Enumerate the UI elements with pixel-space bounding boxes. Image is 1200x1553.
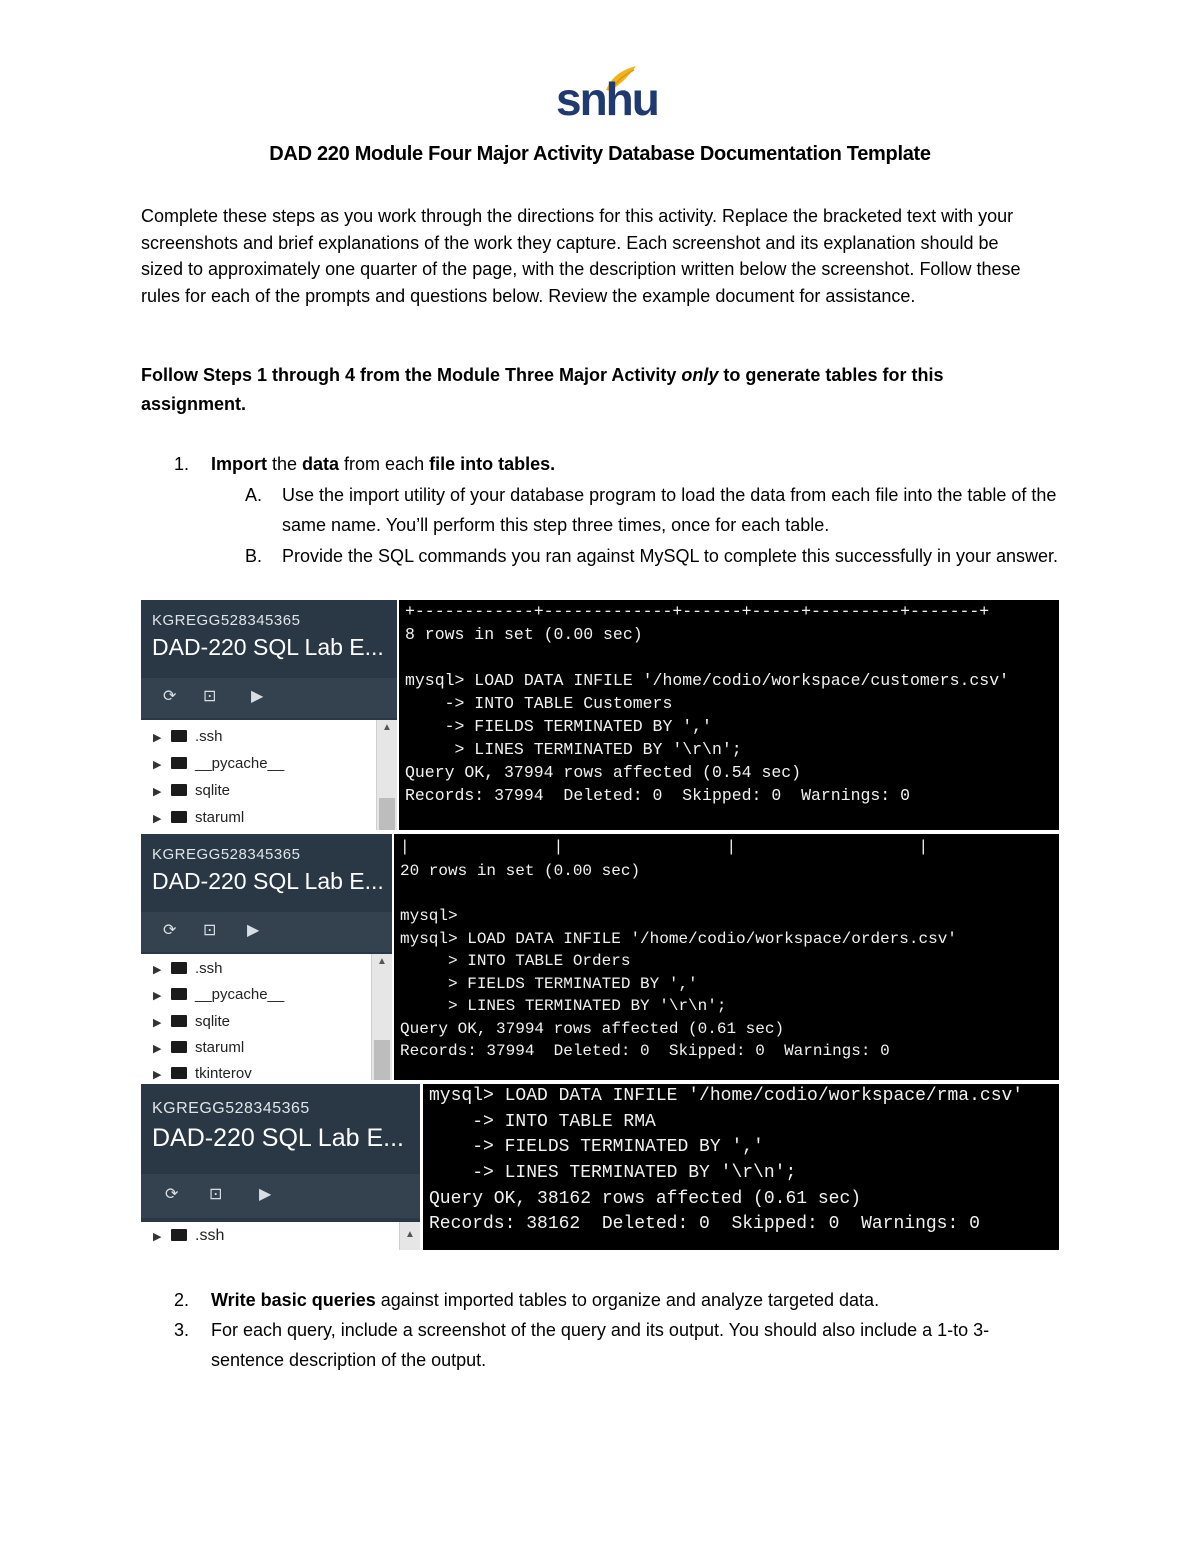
refresh-icon[interactable]: ⟳	[163, 922, 177, 939]
sidebar-header	[141, 1084, 420, 1170]
folder-label: .ssh	[195, 1227, 225, 1244]
folder-label: staruml	[195, 809, 245, 826]
refresh-icon[interactable]: ⟳	[163, 688, 177, 705]
sublist-letter: A.	[245, 485, 263, 505]
tree-folder[interactable]	[153, 780, 230, 802]
workspace-id: KGREGG528345365	[152, 1100, 310, 1117]
page-title: DAD 220 Module Four Major Activity Database Documentation Template	[269, 143, 931, 165]
terminal-line: Query OK, 38162 rows affected (0.61 sec)	[429, 1189, 862, 1209]
bold-note-em: only	[681, 365, 719, 385]
terminal-line: > INTO TABLE Orders	[400, 952, 631, 970]
scroll-up-icon[interactable]: ▲	[405, 1229, 415, 1240]
tree-folder[interactable]	[153, 1011, 230, 1033]
folder-icon	[171, 1067, 187, 1079]
terminal-output	[394, 834, 1059, 1080]
terminal-line: mysql>	[400, 907, 458, 925]
terminal-line: -> FIELDS TERMINATED BY ','	[429, 1137, 764, 1157]
chevron-right-icon[interactable]: ▶	[153, 786, 162, 798]
file-tree	[141, 1222, 420, 1250]
terminal-line: Records: 37994 Deleted: 0 Skipped: 0 Warnings: 0	[405, 786, 910, 805]
terminal-line: mysql> LOAD DATA INFILE '/home/codio/workspace/customers.csv'	[405, 671, 1009, 690]
sidebar-toolbar	[141, 678, 397, 718]
file-tree	[141, 720, 397, 830]
list-number: 2.	[174, 1290, 190, 1310]
folder-icon	[171, 962, 187, 974]
folder-icon	[171, 1041, 187, 1053]
tree-folder[interactable]	[153, 753, 284, 775]
play-icon[interactable]: ▶	[251, 688, 264, 705]
screenshot-orders	[141, 834, 1059, 1080]
play-icon[interactable]: ▶	[259, 1186, 272, 1203]
screenshot-rma	[141, 1084, 1059, 1250]
play-icon[interactable]: ▶	[247, 922, 260, 939]
terminal-line: Query OK, 37994 rows affected (0.54 sec)	[405, 763, 802, 782]
folder-icon	[171, 757, 187, 769]
workspace-name[interactable]: DAD-220 SQL Lab E...	[152, 634, 384, 660]
folder-label: __pycache__	[195, 755, 285, 772]
terminal-line: > LINES TERMINATED BY '\r\n';	[405, 740, 742, 759]
list-number: 3.	[174, 1320, 190, 1340]
chevron-right-icon[interactable]: ▶	[153, 1069, 162, 1080]
terminal-line: 20 rows in set (0.00 sec)	[400, 862, 641, 880]
ide-sidebar	[141, 600, 397, 830]
ide-sidebar	[141, 1084, 420, 1250]
chevron-right-icon[interactable]: ▶	[153, 732, 162, 744]
terminal-line: mysql> LOAD DATA INFILE '/home/codio/workspace/rma.csv'	[429, 1086, 1024, 1106]
scroll-up-icon[interactable]: ▲	[377, 956, 387, 967]
scrollbar[interactable]	[399, 1222, 420, 1250]
tree-folder[interactable]	[153, 1037, 244, 1059]
terminal-line: -> INTO TABLE Customers	[405, 694, 673, 713]
folder-label: sqlite	[195, 782, 231, 799]
folder-icon	[171, 1229, 187, 1241]
bold-note-before: Follow Steps 1 through 4 from the Module Three Major Activity	[141, 365, 682, 385]
terminal-line: Records: 37994 Deleted: 0 Skipped: 0 Warnings: 0	[400, 1042, 890, 1060]
sidebar-header	[141, 600, 397, 676]
folder-icon	[171, 811, 187, 823]
chevron-right-icon[interactable]: ▶	[153, 1231, 162, 1243]
list-span: the	[267, 454, 303, 474]
terminal-icon[interactable]: ⊡	[203, 922, 217, 939]
chevron-right-icon[interactable]: ▶	[153, 990, 162, 1002]
workspace-id: KGREGG528345365	[152, 612, 301, 629]
refresh-icon[interactable]: ⟳	[165, 1186, 179, 1203]
folder-icon	[171, 988, 187, 1000]
file-tree	[141, 954, 392, 1080]
bold-note	[141, 361, 1041, 419]
ide-sidebar	[141, 834, 392, 1080]
scrollbar[interactable]	[371, 954, 392, 1080]
list-span: against imported tables to organize and analyze targeted data.	[375, 1290, 880, 1310]
folder-icon	[171, 784, 187, 796]
list-bold: file	[429, 454, 456, 474]
scrollbar[interactable]	[376, 720, 397, 830]
workspace-name[interactable]: DAD-220 SQL Lab E...	[152, 868, 384, 894]
terminal-icon[interactable]: ⊡	[209, 1186, 223, 1203]
terminal-icon[interactable]: ⊡	[203, 688, 217, 705]
intro-text: Complete these steps as you work through the directions for this activity. Replace the bracketed text with your screenshots and brief explanations of the work they capture. Each screenshot and its explanation should be sized to approximately one quarter of the page, with the description written below the screenshot. Follow these rules for each of the prompts and questions below. Review the example document for assistance.	[141, 206, 1021, 306]
tree-folder[interactable]	[153, 726, 223, 748]
list-text	[211, 449, 1061, 479]
tree-folder[interactable]	[153, 958, 223, 980]
terminal-line: > FIELDS TERMINATED BY ','	[400, 975, 698, 993]
terminal-line: mysql> LOAD DATA INFILE '/home/codio/workspace/orders.csv'	[400, 930, 957, 948]
chevron-right-icon[interactable]: ▶	[153, 964, 162, 976]
terminal-line: -> INTO TABLE RMA	[429, 1112, 656, 1132]
sublist-text: Use the import utility of your database program to load the data from each file into the table of the same name. You’ll perform this step three times, once for each table.	[282, 485, 1057, 535]
tree-folder[interactable]	[153, 807, 244, 829]
list-span: from each	[339, 454, 430, 474]
list-bold: Import	[211, 454, 267, 474]
snhu-logo	[554, 64, 658, 126]
workspace-name[interactable]: DAD-220 SQL Lab E...	[152, 1124, 404, 1152]
screenshot-customers	[141, 600, 1059, 830]
sidebar-toolbar	[141, 912, 392, 952]
terminal-line: -> FIELDS TERMINATED BY ','	[405, 717, 712, 736]
list-bold: into tables.	[460, 454, 556, 474]
chevron-right-icon[interactable]: ▶	[153, 1043, 162, 1055]
terminal-output	[399, 600, 1059, 830]
list-bold: data	[302, 454, 340, 474]
folder-label: __pycache__	[195, 986, 285, 1003]
scroll-up-icon[interactable]: ▲	[382, 722, 392, 733]
list-bold: Write basic queries	[211, 1290, 376, 1310]
folder-label: staruml	[195, 1039, 245, 1056]
intro-paragraph	[141, 203, 1041, 309]
folder-icon	[171, 730, 187, 742]
scroll-thumb[interactable]	[374, 1040, 390, 1080]
tree-folder[interactable]	[153, 1225, 224, 1247]
sublist-text: Provide the SQL commands you ran against MySQL to complete this successfully in your answer.	[282, 546, 1059, 566]
scroll-thumb[interactable]	[379, 798, 395, 830]
folder-label: .ssh	[195, 960, 223, 977]
bold-note-after: to generate tables for this assignment.	[141, 365, 944, 414]
folder-label: .ssh	[195, 728, 223, 745]
list-number: 1.	[174, 454, 190, 474]
tree-folder[interactable]	[153, 1063, 252, 1080]
terminal-line: Records: 38162 Deleted: 0 Skipped: 0 Warnings: 0	[429, 1214, 980, 1234]
list-text: For each query, include a screenshot of the query and its output. You should also include a 1-to 3-sentence description of the output.	[211, 1320, 990, 1370]
tree-folder[interactable]	[153, 984, 284, 1006]
logo-wordmark: snhu	[556, 73, 658, 125]
terminal-line: Query OK, 37994 rows affected (0.61 sec)	[400, 1020, 785, 1038]
folder-label: tkinterov	[195, 1065, 252, 1080]
chevron-right-icon[interactable]: ▶	[153, 1017, 162, 1029]
folder-icon	[171, 1015, 187, 1027]
folder-label: sqlite	[195, 1013, 231, 1030]
chevron-right-icon[interactable]: ▶	[153, 759, 162, 771]
terminal-line: > LINES TERMINATED BY '\r\n';	[400, 997, 727, 1015]
terminal-line: 8 rows in set (0.00 sec)	[405, 625, 643, 644]
sublist-letter: B.	[245, 546, 263, 566]
workspace-id: KGREGG528345365	[152, 846, 301, 863]
terminal-line: +------------+-------------+------+-----+---------+-------+	[405, 602, 990, 621]
terminal-output	[423, 1084, 1059, 1250]
list-text	[211, 1285, 1061, 1315]
sidebar-header	[141, 834, 392, 910]
chevron-right-icon[interactable]: ▶	[153, 813, 162, 825]
sidebar-toolbar	[141, 1174, 420, 1218]
terminal-line: -> LINES TERMINATED BY '\r\n';	[429, 1163, 797, 1183]
terminal-line: | | | |	[400, 838, 929, 856]
